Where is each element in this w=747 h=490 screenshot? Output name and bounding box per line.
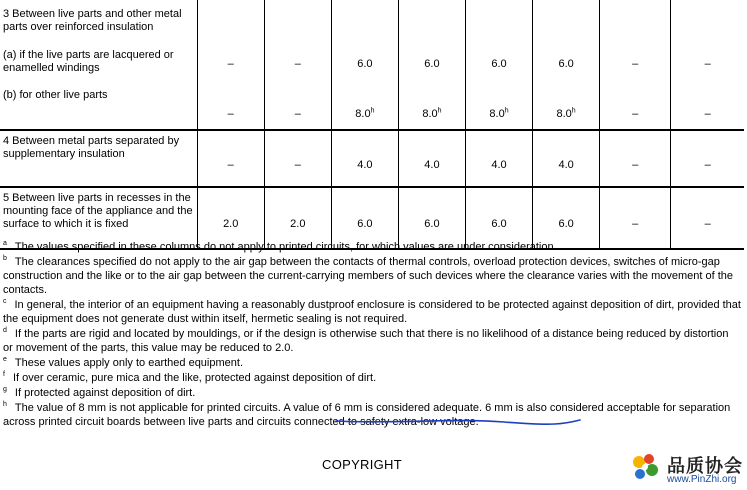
- footnote-mark: a: [3, 240, 7, 248]
- cell: –: [227, 108, 234, 120]
- cell: 2.0: [290, 218, 306, 230]
- footnote: [3, 327, 741, 355]
- footnote-mark: h: [571, 107, 576, 115]
- cell: 6.0: [357, 218, 373, 230]
- cell: –: [704, 218, 711, 230]
- footnote: [3, 356, 741, 370]
- cell: 8.0: [422, 108, 438, 120]
- row-label: 3 Between live parts and other metal parts over reinforced insulation: [3, 8, 182, 33]
- footnote: [3, 371, 741, 385]
- footnote-mark: c: [3, 298, 7, 306]
- underline-stroke: [336, 420, 580, 424]
- cell: 2.0: [223, 218, 239, 230]
- cell: –: [294, 58, 301, 70]
- footnote-mark: h: [370, 107, 375, 115]
- cell: –: [632, 159, 639, 171]
- footnote-text: In general, the interior of an equipment having a reasonably dustproof enclosure is considered to be protected against deposition of dirt, provided that the equipment does not generate dust within itself, hermetic sealing is not required.: [3, 299, 741, 325]
- footnote-text: If protected against deposition of dirt.: [14, 387, 196, 399]
- footnote: [3, 255, 741, 297]
- footnote-mark: h: [437, 107, 442, 115]
- cell: –: [632, 58, 639, 70]
- cell: 6.0: [491, 218, 507, 230]
- cell: –: [632, 218, 639, 230]
- table-row: [0, 187, 744, 247]
- cell: 4.0: [424, 159, 440, 171]
- footnote-mark: e: [3, 356, 7, 364]
- footnote-mark: h: [3, 401, 7, 409]
- cell: 4.0: [558, 159, 574, 171]
- row-sublabel: (b) for other live parts: [3, 89, 108, 101]
- cell: 6.0: [424, 218, 440, 230]
- handwritten-underline: [334, 416, 584, 428]
- row-label: 4 Between metal parts separated by supplementary insulation: [3, 135, 180, 160]
- watermark-url: www.PinZhi.org: [667, 474, 737, 485]
- cell: –: [227, 58, 234, 70]
- cell: –: [227, 159, 234, 171]
- cell: 6.0: [558, 58, 574, 70]
- watermark-name: 品质协会: [667, 456, 743, 477]
- footnote-text: The values specified in these columns do not apply to printed circuits, for which values are under consideration.: [14, 241, 557, 253]
- footnote-mark: h: [504, 107, 509, 115]
- cell: –: [704, 159, 711, 171]
- table-row: [0, 0, 744, 128]
- cell: 4.0: [491, 159, 507, 171]
- cell: –: [704, 108, 711, 120]
- footnote-mark: g: [3, 386, 7, 394]
- cell: –: [294, 108, 301, 120]
- cell: 8.0: [556, 108, 572, 120]
- cell: 8.0: [355, 108, 371, 120]
- cell: 6.0: [424, 58, 440, 70]
- footnote-mark: d: [3, 327, 7, 335]
- footnote-text: If the parts are rigid and located by mouldings, or if the design is otherwise such that there is no likelihood of a distance being reduced by distortion or movement of the parts, this value may be reduced to 2.0.: [3, 328, 729, 354]
- table-row: [0, 130, 744, 185]
- cell: 8.0: [489, 108, 505, 120]
- footnote: [3, 240, 741, 254]
- cell: 4.0: [357, 159, 373, 171]
- copyright-label: COPYRIGHT: [322, 457, 402, 472]
- footnote-text: The value of 8 mm is not applicable for printed circuits.: [14, 402, 284, 414]
- footnote-mark: b: [3, 255, 7, 263]
- watermark-logo: [625, 448, 745, 488]
- cell: 6.0: [558, 218, 574, 230]
- highlighted-text: A value of 6 mm is considered adequate.: [283, 402, 483, 414]
- footnote-text: The clearances specified do not apply to the air gap between the contacts of thermal controls, overload protection devices, switches of micro-gap construction and the like or to the air gap between the current-carrying members of such devices where the clearance varies with the movement of the contacts.: [3, 256, 734, 296]
- footnotes: [3, 240, 741, 430]
- footnote-text: These values apply only to earthed equipment.: [14, 357, 243, 369]
- footnote-mark: f: [3, 371, 5, 379]
- cell: –: [704, 58, 711, 70]
- flower-icon: [625, 448, 665, 488]
- cell: 6.0: [491, 58, 507, 70]
- cell: –: [294, 159, 301, 171]
- row-sublabel: (a) if the live parts are lacquered or enamelled windings: [3, 49, 174, 74]
- footnote-text: If over ceramic, pure mica and the like, protected against deposition of dirt.: [12, 372, 377, 384]
- cell: 6.0: [357, 58, 373, 70]
- cell: –: [632, 108, 639, 120]
- footnote: [3, 386, 741, 400]
- footnote: [3, 298, 741, 326]
- footnote-text: 6 mm is also considered acceptable for separation across printed circuit boards between live parts and circuits connected to safety extra-low voltage.: [3, 402, 731, 428]
- row-label: 5 Between live parts in recesses in the mounting face of the appliance and the surface to which it is fixed: [3, 192, 193, 230]
